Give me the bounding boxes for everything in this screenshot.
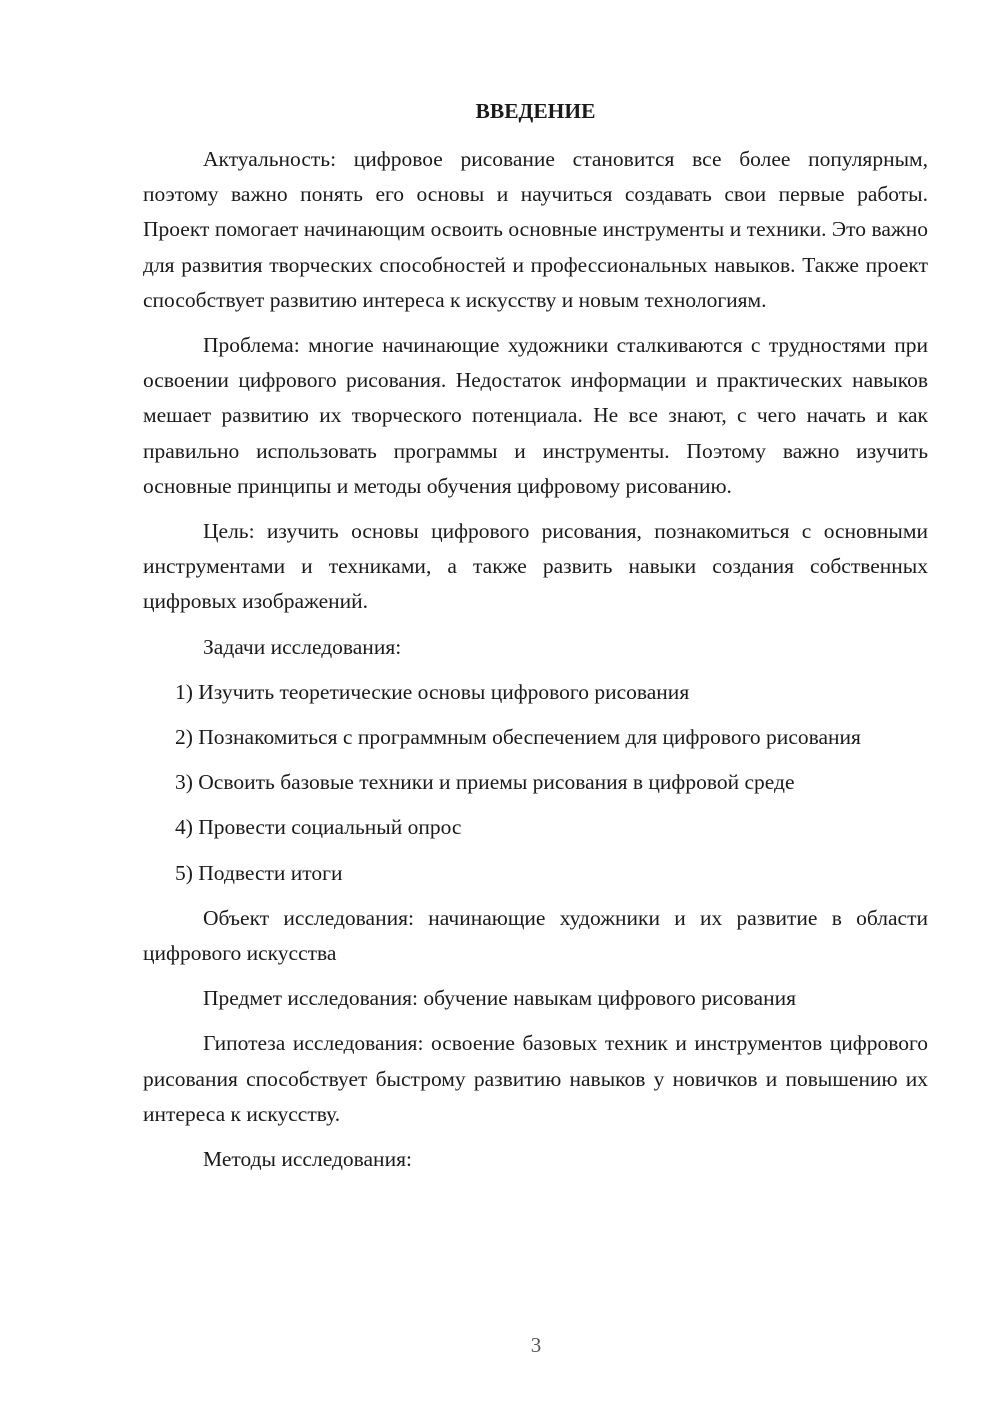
- document-page: [143, 94, 928, 1187]
- paragraph-goal: Цель: изучить основы цифрового рисования, познакомиться с основными инструментами и техниками, а также развить навыки создания собственных цифровых изображений.: [143, 519, 928, 614]
- paragraph-subject: Предмет исследования: обучение навыкам цифрового рисования: [203, 986, 796, 1011]
- paragraph-problem: Проблема: многие начинающие художники сталкиваются с трудностями при освоении цифрового рисования. Недостаток информации и практических навыков мешает развитию их творческого потенциала. Не все знают, с чего начать и как правильно использовать программы и инструменты. Поэтому важно изучить основные принципы и методы обучения цифровому рисованию.: [143, 333, 928, 498]
- task-item-2: 2) Познакомиться с программным обеспечением для цифрового рисования: [175, 725, 861, 750]
- paragraph-hypothesis: Гипотеза исследования: освоение базовых техник и инструментов цифрового рисования способствует быстрому развитию навыков у новичков и повышению их интереса к искусству.: [143, 1031, 928, 1126]
- section-heading: ВВЕДЕНИЕ: [475, 99, 596, 123]
- task-item-5: 5) Подвести итоги: [175, 860, 343, 885]
- paragraph-object: Объект исследования: начинающие художники и их развитие в области цифрового искусства: [143, 905, 928, 966]
- paragraph-tasks-intro: Задачи исследования:: [203, 634, 402, 659]
- paragraph-methods-intro: Методы исследования:: [203, 1147, 412, 1172]
- page-number: 3: [530, 1333, 542, 1357]
- task-item-3: 3) Освоить базовые техники и приемы рисования в цифровой среде: [175, 770, 795, 795]
- paragraph-relevance: Актуальность: цифровое рисование становится все более популярным, поэтому важно понять его основы и научиться создавать свои первые работы. Проект помогает начинающим освоить основные инструменты и техники. Это важно для развития творческих способностей и профессиональных навыков. Также проект способствует развитию интереса к искусству и новым технологиям.: [143, 147, 928, 312]
- task-item-4: 4) Провести социальный опрос: [175, 815, 462, 840]
- task-item-1: 1) Изучить теоретические основы цифрового рисования: [175, 679, 690, 704]
